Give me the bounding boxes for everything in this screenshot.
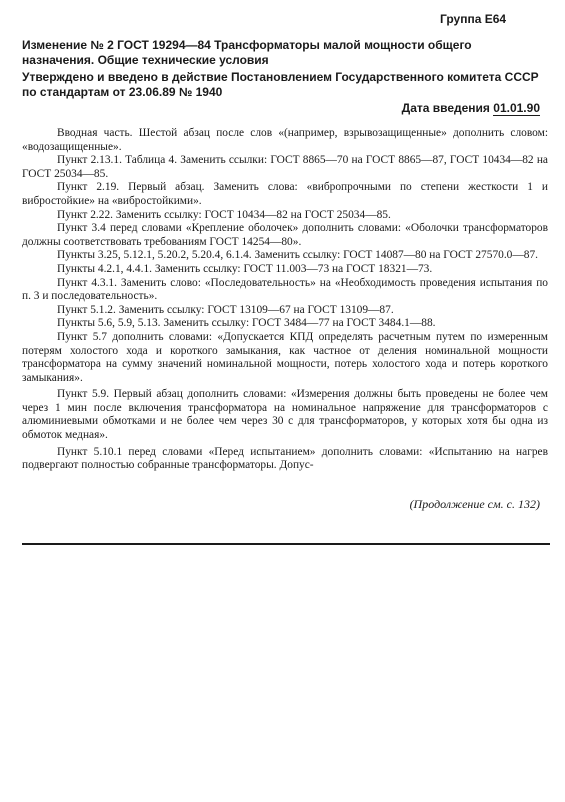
group-code: Группа Е64 [440,12,507,26]
continuation-note: (Продолжение см. с. 132) [409,497,540,511]
paragraph-5-9: Пункт 5.9. Первый абзац дополнить словами: «Измерения должны быть проведены не более чем через 1 мин после включения трансформатора на номинальное напряжение для трансформаторов с алюминиевыми обмотками и не более чем через 30 с для трансформаторов, у которых хотя бы одна из обмоток медная». [22,388,548,442]
paragraph-5-7: Пункт 5.7 дополнить словами: «Допускается КПД определять расчетным путем по измеренным потерям холостого хода и короткого замыкания, как частное от деления номинальной мощности трансформатора на сумму значений номинальной мощности, потерь холостого хода и потерь короткого замыкания». [22,330,548,384]
approval-statement: Утверждено и введено в действие Постановлением Государственного комитета СССР по стандартам от 23.06.89 № 1940 [22,70,539,99]
amendment-title: Изменение № 2 ГОСТ 19294—84 Трансформаторы малой мощности общего назначения. Общие технические условия [22,38,472,67]
footer-divider [22,543,550,545]
paragraph-intro: Вводная часть. Шестой абзац после слов «(например, взрывозащищенные» дополнить словом: «водозащищенные». [22,127,548,153]
paragraph-3-25: Пункты 3.25, 5.12.1, 5.20.2, 5.20.4, 6.1.4. Заменить ссылку: ГОСТ 14087—80 на ГОСТ 27570.0—87. [57,249,539,262]
paragraph-2-13-1: Пункт 2.13.1. Таблица 4. Заменить ссылки: ГОСТ 8865—70 на ГОСТ 8865—87, ГОСТ 10434—82 на ГОСТ 25034—85. [22,154,548,180]
paragraph-4-3-1: Пункт 4.3.1. Заменить слово: «Последовательность» на «Необходимость проведения испытания по п. 3 и последовательность». [22,276,548,303]
paragraph-2-19: Пункт 2.19. Первый абзац. Заменить слова: «вибропрочными по степени жесткости 1 и вибростойкие» на «вибростойкими». [22,181,548,207]
effective-date-value: 01.01.90 [493,101,540,115]
paragraph-5-10-1: Пункт 5.10.1 перед словами «Перед испытанием» дополнить словами: «Испытанию на нагрев подвергают полностью собранные трансформаторы. Допус- [22,445,548,472]
paragraph-2-22: Пункт 2.22. Заменить ссылку: ГОСТ 10434—82 на ГОСТ 25034—85. [57,208,391,221]
effective-date [402,101,540,115]
paragraph-5-1-2: Пункт 5.1.2. Заменить ссылку: ГОСТ 13109—67 на ГОСТ 13109—87. [57,303,394,316]
amendment-body [22,127,548,473]
paragraph-4-2-1: Пункты 4.2.1, 4.4.1. Заменить ссылку: ГОСТ 11.003—73 на ГОСТ 18321—73. [57,262,433,275]
effective-date-label: Дата введения [401,101,490,115]
paragraph-5-6: Пункты 5.6, 5.9, 5.13. Заменить ссылку: ГОСТ 3484—77 на ГОСТ 3484.1—88. [57,317,436,330]
paragraph-3-4: Пункт 3.4 перед словами «Крепление оболочек» дополнить словами: «Оболочки трансформаторов должны соответствовать требованиям ГОСТ 14254—80». [22,222,548,248]
